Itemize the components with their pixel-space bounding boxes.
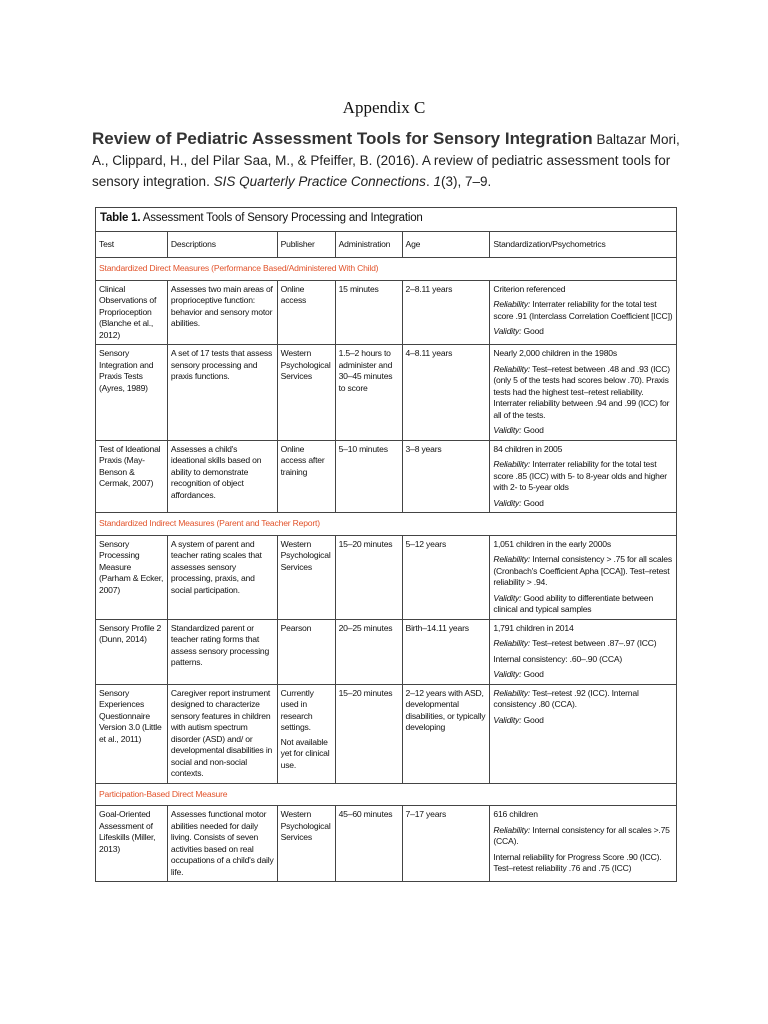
cell-age — [402, 619, 490, 684]
cell-administration — [335, 684, 402, 783]
section-row — [96, 783, 677, 806]
table-row — [96, 280, 677, 345]
table-header-row — [96, 231, 677, 258]
citation-issue-pages: (3), 7–9. — [440, 174, 492, 189]
cell-test-text: Sensory Experiences Questionnaire Version 3.0 (Little et al., 2011) — [99, 687, 162, 744]
psychometric-text: Internal reliability for Progress Score .90 (ICC). Test–retest reliability .76 and .75 (ICC) — [493, 851, 662, 873]
psychometric-line — [493, 688, 673, 711]
cell-standardization — [490, 440, 677, 513]
cell-test-text: Sensory Profile 2 (Dunn, 2014) — [99, 622, 162, 644]
table-row — [96, 684, 677, 783]
cell-publisher — [277, 684, 335, 783]
cell-age — [402, 440, 490, 513]
cell-description — [167, 806, 277, 882]
cell-administration-text: 15–20 minutes — [338, 538, 393, 549]
document-title: Review of Pediatric Assessment Tools for Sensory Integration — [92, 129, 593, 148]
header-test: Test — [96, 231, 168, 258]
psychometric-line — [493, 852, 673, 875]
psychometric-label: Reliability: — [493, 363, 531, 374]
psychometric-line — [493, 623, 673, 635]
psychometric-label: Validity: — [493, 714, 522, 725]
psychometric-label: Validity: — [493, 669, 522, 679]
cell-description — [167, 345, 277, 441]
cell-publisher-note: Not available yet for clinical use. — [280, 736, 330, 770]
psychometric-text: Internal consistency for all scales >.75 (CCA). — [493, 824, 670, 846]
psychometric-text: Good — [521, 669, 544, 679]
psychometric-label: Reliability: — [493, 554, 531, 564]
cell-age-text: 7–17 years — [405, 809, 447, 819]
cell-age — [402, 280, 490, 345]
psychometric-text: Good — [521, 326, 544, 336]
cell-publisher — [277, 440, 335, 513]
psychometric-text: Good — [521, 497, 544, 508]
cell-administration — [335, 619, 402, 684]
cell-description — [167, 684, 277, 783]
psychometric-text: Test–retest between .87–.97 (ICC) — [530, 638, 657, 648]
psychometric-line — [493, 654, 673, 666]
cell-age — [402, 806, 490, 882]
section-row — [96, 513, 677, 536]
cell-age-text: Birth–14.11 years — [405, 622, 469, 633]
cell-publisher-text: Currently used in research settings. — [280, 687, 314, 732]
psychometric-line — [493, 593, 673, 616]
table-row — [96, 619, 677, 684]
psychometric-text: Test–retest between .48 and .93 (ICC) (only 5 of the tests had scores below .70). Praxis tests had the highest test–retest reliability. Interrater reliability between .94 and .99 (ICC) for all of the tests. — [493, 363, 670, 420]
psychometric-line — [493, 498, 673, 510]
cell-standardization — [490, 684, 677, 783]
cell-age — [402, 345, 490, 441]
psychometric-label: Reliability: — [493, 824, 531, 835]
cell-publisher-text: Western Psychological Services — [280, 809, 331, 842]
cell-description-text: Assesses a child's ideational skills based on ability to demonstrate recognition of object affordances. — [170, 443, 262, 500]
psychometric-label: Reliability: — [493, 687, 531, 698]
cell-description-text: A system of parent and teacher rating scales that assesses sensory processing, praxis, and social participation. — [170, 538, 262, 595]
cell-age-text: 3–8 years — [405, 443, 442, 454]
psychometric-text: 1,791 children in 2014 — [493, 622, 574, 633]
cell-standardization — [490, 535, 677, 619]
cell-test — [96, 535, 168, 619]
table-row — [96, 440, 677, 513]
cell-age-text: 5–12 years — [405, 538, 447, 549]
psychometric-text: Criterion referenced — [493, 283, 566, 294]
header-standardization: Standardization/Psychometrics — [490, 231, 677, 258]
section-title: Standardized Indirect Measures (Parent and Teacher Report) — [96, 513, 677, 536]
header-publisher: Publisher — [277, 231, 335, 258]
cell-test-text: Goal-Oriented Assessment of Lifeskills (Miller, 2013) — [99, 809, 156, 854]
psychometric-label: Validity: — [493, 425, 522, 435]
cell-publisher-text: Western Psychological Services — [280, 348, 331, 381]
cell-standardization — [490, 280, 677, 345]
cell-administration — [335, 535, 402, 619]
cell-standardization — [490, 806, 677, 882]
psychometric-line — [493, 715, 673, 727]
psychometric-text: Test–retest .92 (ICC). Internal consistency .80 (CCA). — [493, 687, 639, 709]
cell-description-text: A set of 17 tests that assess sensory processing and praxis functions. — [170, 348, 273, 381]
table-caption-label: Table 1. — [100, 212, 141, 224]
psychometric-line — [493, 825, 673, 848]
cell-standardization — [490, 345, 677, 441]
cell-age-text: 4–8.11 years — [405, 348, 453, 358]
citation-journal: SIS Quarterly Practice Connections — [213, 174, 426, 189]
cell-age-text: 2–12 years with ASD, developmental disabilities, or typically developing — [405, 687, 486, 732]
cell-standardization — [490, 619, 677, 684]
cell-test — [96, 280, 168, 345]
cell-administration-text: 5–10 minutes — [338, 443, 388, 454]
cell-publisher — [277, 806, 335, 882]
psychometric-text: Interrater reliability for the total test score .91 (Interclass Correlation Coefficient [ICC]) — [493, 299, 673, 321]
psychometric-text: 616 children — [493, 809, 538, 819]
cell-publisher-text: Pearson — [280, 622, 312, 633]
cell-test — [96, 440, 168, 513]
psychometric-text: Good ability to differentiate between clinical and typical samples — [493, 592, 654, 614]
cell-administration — [335, 280, 402, 345]
cell-description — [167, 535, 277, 619]
psychometric-line — [493, 459, 673, 494]
cell-description-text: Standardized parent or teacher rating forms that assess sensory processing patterns. — [170, 622, 270, 667]
cell-test-text: Sensory Integration and Praxis Tests (Ayres, 1989) — [99, 348, 154, 393]
cell-test-text: Sensory Processing Measure (Parham & Ecker, 2007) — [99, 538, 164, 595]
cell-publisher-text: Western Psychological Services — [280, 538, 331, 572]
assessment-table — [95, 207, 677, 882]
psychometric-line — [493, 425, 673, 437]
appendix-heading: Appendix C — [342, 98, 426, 117]
psychometric-text: Nearly 2,000 children in the 1980s — [493, 348, 617, 358]
table-caption-row — [96, 208, 677, 232]
cell-administration-text: 20–25 minutes — [338, 622, 393, 633]
psychometric-label: Reliability: — [493, 459, 531, 469]
psychometric-text: Good — [521, 714, 544, 725]
psychometric-label: Reliability: — [493, 299, 531, 309]
psychometric-line — [493, 554, 673, 589]
citation-authors: Baltazar Mori, A., Clippard, H., del Pilar Saa, M., & Pfeiffer, B. (2016). A review of pediatric assessment tools for sensory integration. — [92, 132, 680, 189]
cell-age — [402, 535, 490, 619]
cell-administration-text: 15 minutes — [338, 283, 379, 294]
cell-description — [167, 619, 277, 684]
psychometric-text: 84 children in 2005 — [493, 443, 563, 454]
header-descriptions: Descriptions — [167, 231, 277, 258]
cell-publisher — [277, 345, 335, 441]
cell-publisher — [277, 619, 335, 684]
psychometric-line — [493, 539, 673, 551]
psychometric-line — [493, 638, 673, 650]
psychometric-line — [493, 444, 673, 456]
cell-description — [167, 440, 277, 513]
cell-description-text: Assesses two main areas of proprioceptive function: behavior and sensory motor abilities. — [170, 283, 273, 328]
cell-administration — [335, 345, 402, 441]
table-row — [96, 535, 677, 619]
psychometric-line — [493, 809, 673, 821]
cell-description-text: Caregiver report instrument designed to characterize sensory features in children with autism spectrum disorder (ASD) and/ or developmental disabilities in social and non-social contexts. — [170, 687, 273, 778]
section-title: Standardized Direct Measures (Performance Based/Administered With Child) — [96, 258, 677, 281]
psychometric-line — [493, 284, 673, 296]
cell-test-text: Clinical Observations of Proprioception (Blanche et al., 2012) — [99, 283, 157, 340]
table-caption — [96, 208, 677, 232]
psychometric-label: Validity: — [493, 326, 522, 336]
cell-test — [96, 619, 168, 684]
cell-publisher — [277, 535, 335, 619]
section-title: Participation-Based Direct Measure — [96, 783, 677, 806]
table-row — [96, 806, 677, 882]
cell-publisher-text: Online access — [280, 283, 307, 305]
psychometric-text: Good — [521, 425, 544, 435]
psychometric-text: Internal consistency > .75 for all scales (Cronbach's Coefficient Apha [CCA]). Test–retest reliability > .94. — [493, 554, 672, 587]
psychometric-line — [493, 364, 673, 422]
cell-test-text: Test of Ideational Praxis (May-Benson & Cermak, 2007) — [99, 443, 161, 488]
cell-administration-text: 1.5–2 hours to administer and 30–45 minutes to score — [338, 348, 393, 393]
cell-description-text: Assesses functional motor abilities needed for daily living. Consists of seven activities based on real occupations of a child's daily life. — [170, 809, 274, 877]
cell-test — [96, 806, 168, 882]
psychometric-line — [493, 669, 673, 681]
table-caption-text: Assessment Tools of Sensory Processing and Integration — [142, 212, 423, 224]
section-row — [96, 258, 677, 281]
header-administration: Administration — [335, 231, 402, 258]
cell-administration — [335, 806, 402, 882]
table-row — [96, 345, 677, 441]
cell-administration — [335, 440, 402, 513]
cell-test — [96, 345, 168, 441]
psychometric-line — [493, 348, 673, 360]
psychometric-line — [493, 326, 673, 338]
citation-volume: 1 — [433, 174, 441, 189]
psychometric-text: Internal consistency: .60–.90 (CCA) — [493, 653, 623, 664]
header-age: Age — [402, 231, 490, 258]
cell-age-text: 2–8.11 years — [405, 283, 453, 294]
cell-administration-text: 45–60 minutes — [338, 809, 393, 819]
cell-publisher — [277, 280, 335, 345]
psychometric-label: Validity: — [493, 497, 522, 508]
psychometric-label: Validity: — [493, 592, 522, 603]
cell-description — [167, 280, 277, 345]
cell-test — [96, 684, 168, 783]
psychometric-text: Interrater reliability for the total test score .85 (ICC) with 5- to 8-year olds and higher with 2- to 5-year olds — [493, 459, 667, 492]
psychometric-text: 1,051 children in the early 2000s — [493, 538, 611, 549]
psychometric-line — [493, 299, 673, 322]
cell-publisher-text: Online access after training — [280, 443, 325, 477]
citation-block: Review of Pediatric Assessment Tools for Sensory Integration Baltazar Mori, A., Clippard, H., del Pilar Saa, M., & Pfeiffer, B. (2016). A review of pediatric assessment tools for sensory integration. SIS Quarterly Practice Connections. 1(3), 7–9. — [92, 129, 680, 189]
psychometric-label: Reliability: — [493, 638, 531, 648]
cell-administration-text: 15–20 minutes — [338, 687, 393, 698]
cell-age — [402, 684, 490, 783]
